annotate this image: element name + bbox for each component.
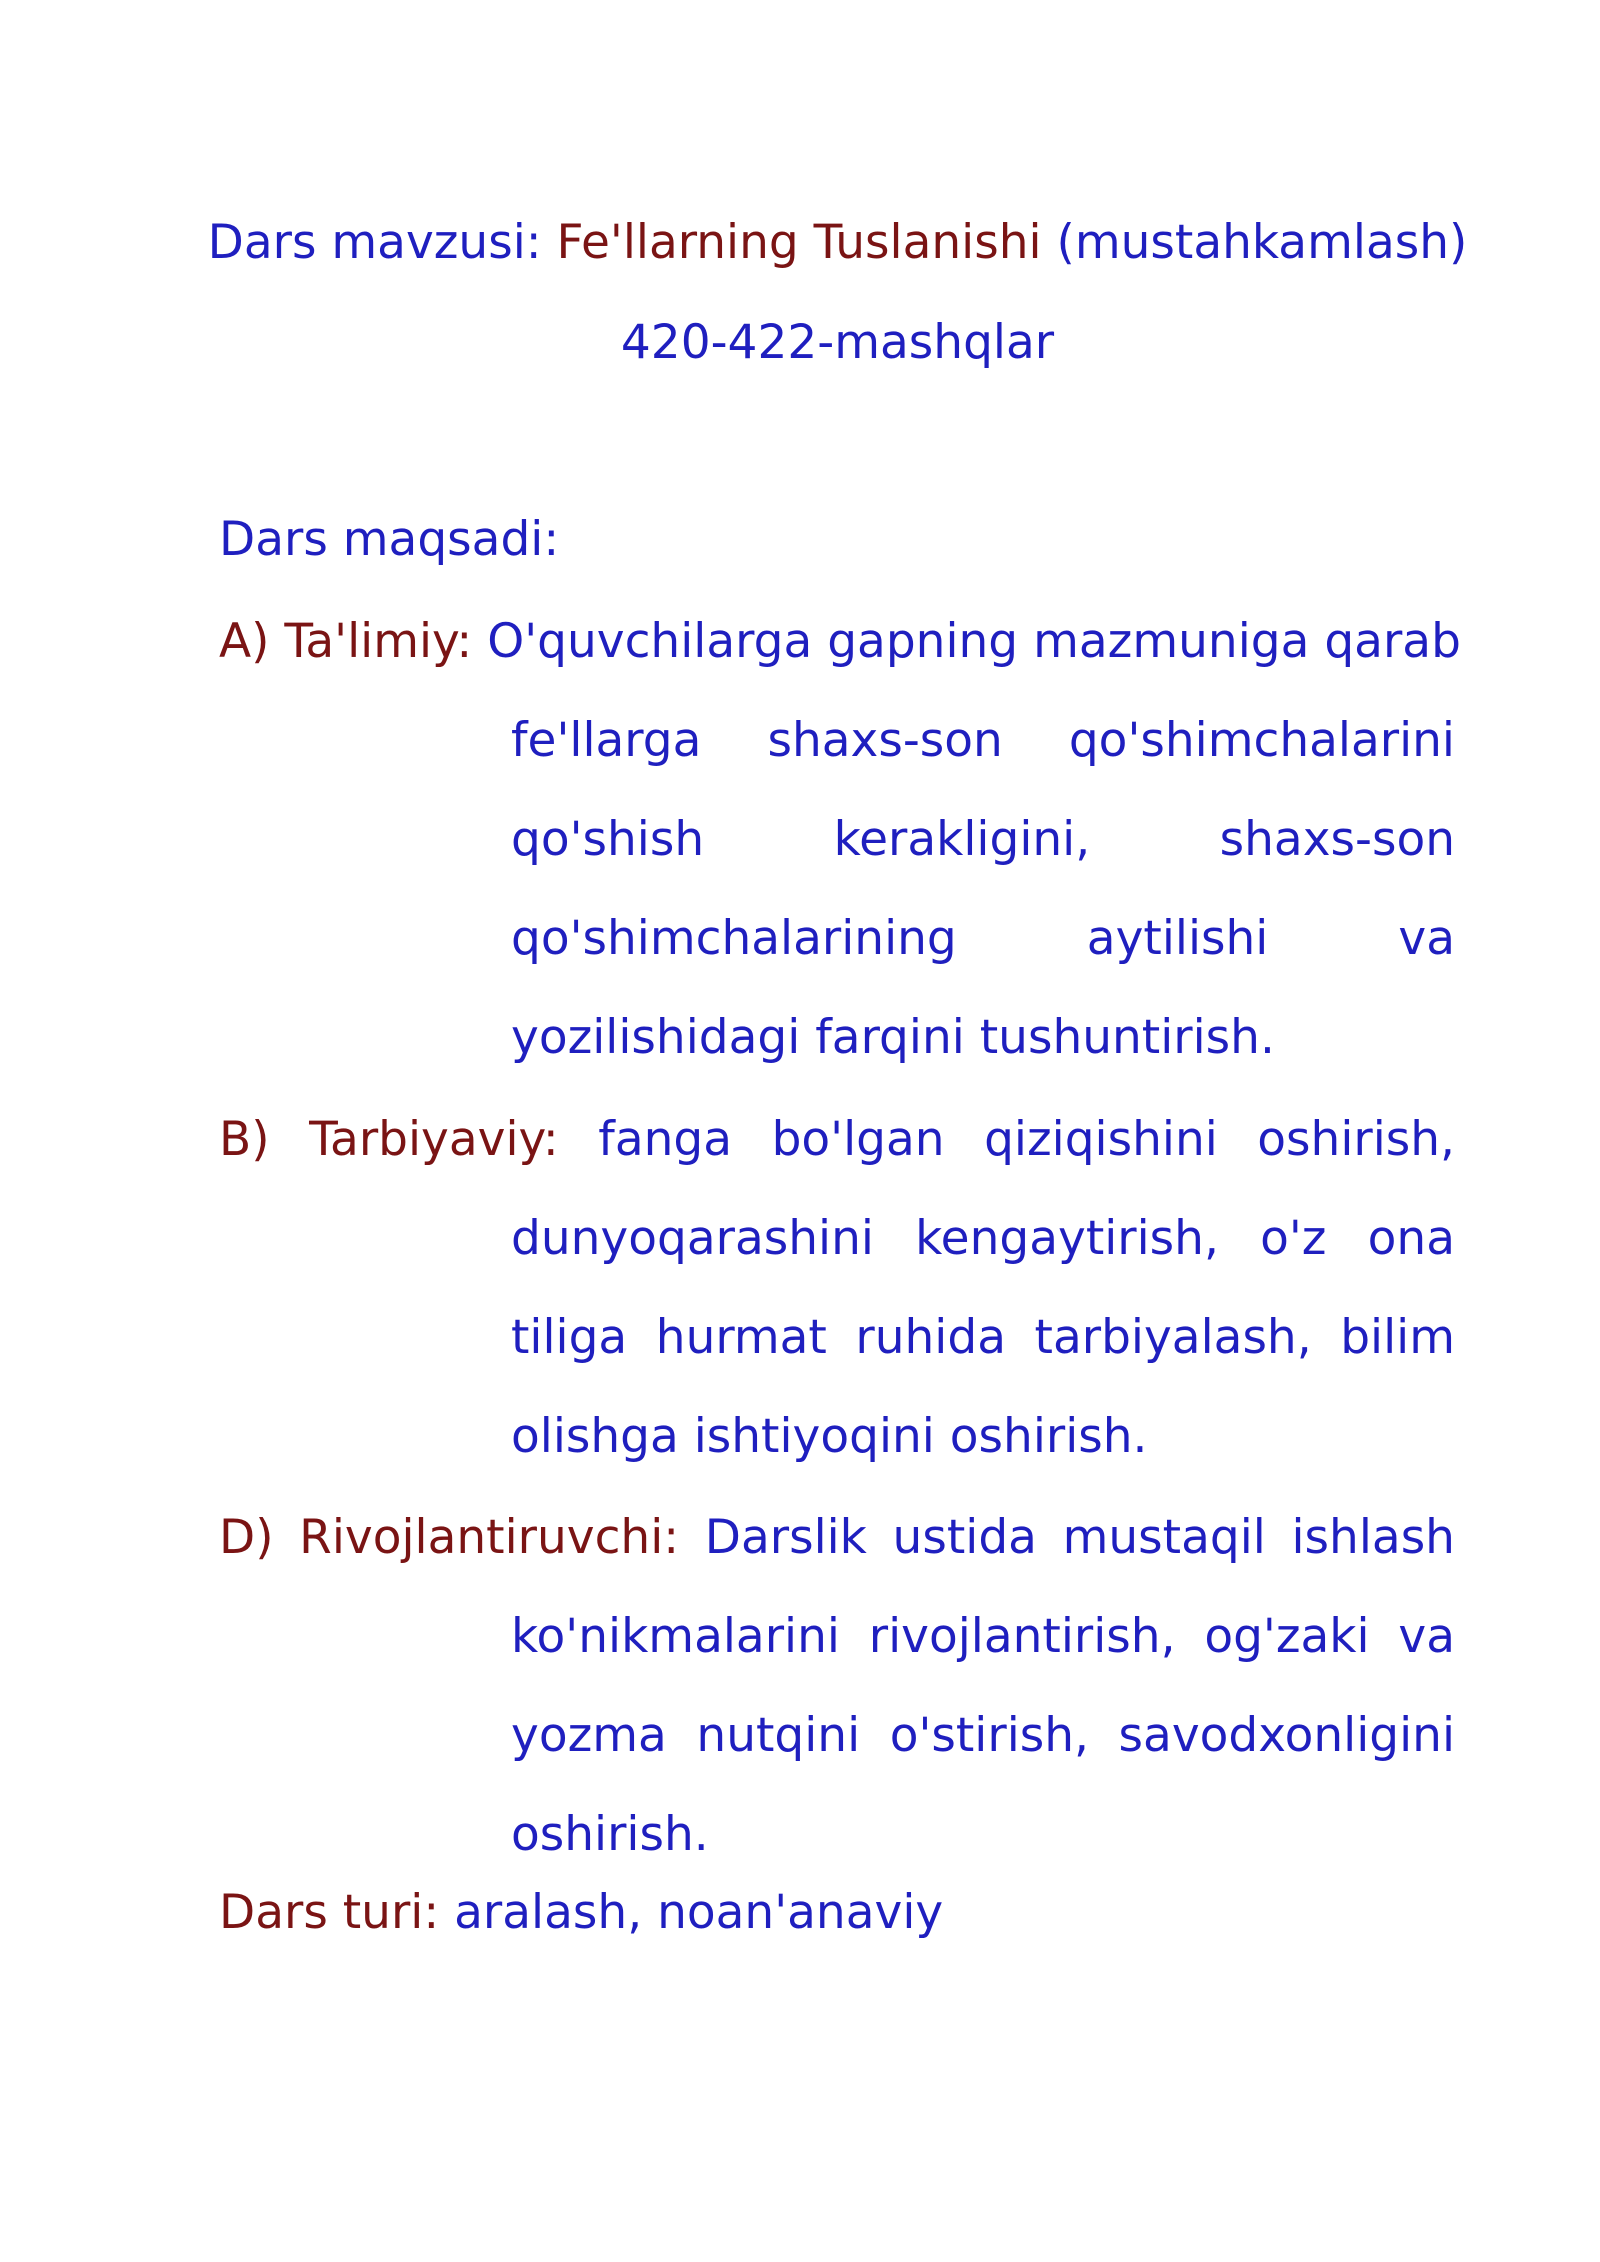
text-line: yozma nutqini o'stirish, savodxonligini	[511, 1708, 1455, 1763]
objective-developmental-first-line	[219, 1488, 1455, 1587]
text-line: qo'shish kerakligini, shaxs-son	[511, 812, 1455, 867]
lesson-type-line	[219, 1885, 943, 1940]
topic-name: Fe'llarning Tuslanishi	[556, 215, 1042, 270]
objective-upbringing-label: B) Tarbiyaviy:	[219, 1112, 559, 1167]
text-line: olishga ishtiyoqini oshirish.	[511, 1409, 1148, 1464]
objective-educational-text	[511, 691, 1455, 1087]
objectives-heading: Dars maqsadi:	[219, 512, 560, 567]
text-line: tiliga hurmat ruhida tarbiyalash, bilim	[511, 1310, 1455, 1365]
objective-upbringing	[219, 1090, 1455, 1486]
objective-developmental	[219, 1488, 1455, 1884]
lesson-type-value: aralash, noan'anaviy	[439, 1885, 944, 1940]
text-line: qo'shimchalarining aytilishi va	[511, 911, 1455, 966]
objective-developmental-text	[511, 1587, 1455, 1884]
objective-educational	[219, 592, 1461, 1087]
objective-developmental-label: D) Rivojlantiruvchi:	[219, 1510, 680, 1565]
exercise-numbers: 420-422-mashqlar	[620, 315, 1055, 370]
objective-educational-label: A) Ta'limiy:	[219, 614, 473, 669]
objective-upbringing-text	[511, 1189, 1455, 1486]
text-line: oshirish.	[511, 1807, 709, 1862]
lesson-topic-line	[0, 215, 1600, 270]
text-line: fe'llarga shaxs-son qo'shimchalarini	[511, 713, 1455, 768]
objective-educational-text-start: O'quvchilarga gapning mazmuniga qarab	[487, 614, 1461, 669]
objective-educational-first-line	[219, 592, 1461, 691]
text-line: dunyoqarashini kengaytirish, o'z ona	[511, 1211, 1455, 1266]
objective-developmental-text-start: Darslik ustida mustaqil ishlash	[704, 1510, 1455, 1565]
topic-prefix: Dars mavzusi:	[207, 215, 557, 270]
lesson-type-label: Dars turi:	[219, 1885, 440, 1940]
text-line: yozilishidagi farqini tushuntirish.	[511, 1010, 1275, 1065]
objective-upbringing-text-start: fanga bo'lgan qiziqishini oshirish,	[598, 1112, 1455, 1167]
topic-suffix: (mustahkamlash)	[1041, 215, 1468, 270]
text-line: ko'nikmalarini rivojlantirish, og'zaki va	[511, 1609, 1455, 1664]
objective-upbringing-first-line	[219, 1090, 1455, 1189]
